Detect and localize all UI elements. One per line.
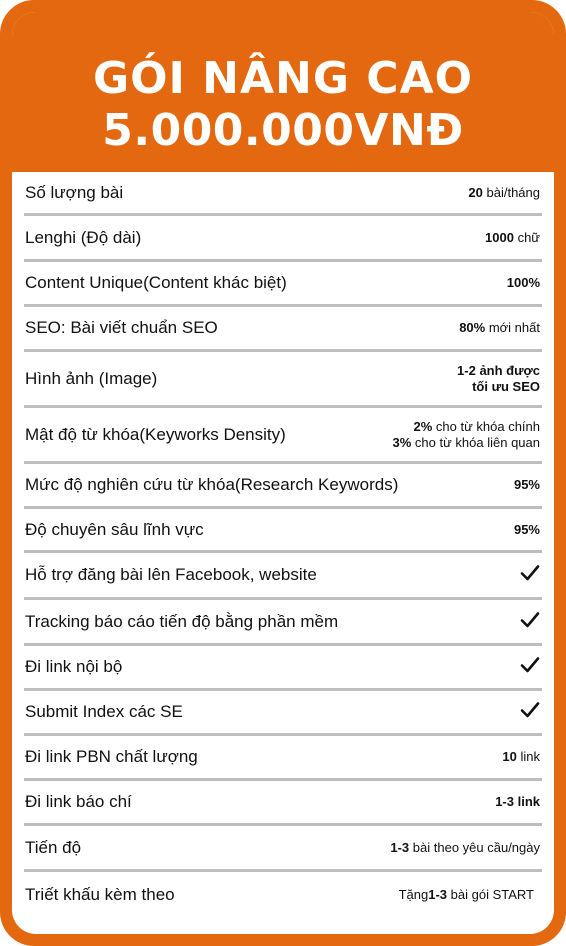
feature-label: SEO: Bài viết chuẩn SEO [25,318,218,337]
check-icon [520,564,540,582]
feature-label: Content Unique(Content khác biệt) [25,273,287,292]
feature-label: Triết khấu kèm theo [25,885,175,904]
feature-value: 1000 chữ [485,229,540,245]
feature-value: 20 bài/tháng [468,184,540,200]
feature-row-image [24,352,542,408]
feature-label: Tiến độ [25,837,82,857]
feature-row-submit-index [24,691,542,736]
feature-value: 2% cho từ khóa chính 3% cho từ khóa liên quan [392,418,540,450]
feature-list [12,172,554,918]
feature-row-depth [24,509,542,553]
feature-row-discount [24,872,542,918]
feature-value: 100% [506,275,540,290]
feature-value [520,656,540,678]
feature-label: Mật độ từ khóa(Keyworks Density) [25,424,286,444]
feature-label: Đi link PBN chất lượng [25,747,198,766]
feature-value: 1-3 link [495,794,540,809]
package-title: GÓI NÂNG CAO [92,53,474,104]
feature-row-facebook [24,553,542,600]
feature-row-article-count [24,172,542,216]
feature-value [520,611,540,633]
feature-label: Độ chuyên sâu lĩnh vực [25,519,204,539]
check-icon [520,701,540,719]
feature-label: Submit Index các SE [25,702,183,721]
pricing-header [12,12,554,172]
feature-label: Đi link báo chí [25,792,132,811]
check-icon [520,656,540,674]
feature-row-internal-link [24,646,542,691]
feature-label: Lenghi (Độ dài) [25,227,142,247]
feature-row-tracking [24,600,542,646]
feature-row-research [24,464,542,509]
feature-label: Số lượng bài [25,182,124,202]
feature-value: Tặng1-3 bài gói START [398,887,534,902]
feature-value [520,564,540,586]
feature-value [520,701,540,723]
feature-value: 95% [513,477,540,492]
feature-label: Đi link nội bộ [25,657,123,676]
feature-value: 1-3 bài theo yêu cầu/ngày [390,839,540,855]
feature-row-progress [24,826,542,872]
feature-label: Tracking báo cáo tiến độ bằng phần mềm [25,611,339,631]
feature-row-seo [24,307,542,352]
feature-value: 10 link [502,749,540,764]
feature-row-unique [24,262,542,307]
feature-row-length [24,216,542,262]
feature-label: Hỗ trợ đăng bài lên Facebook, website [25,565,317,584]
feature-value: 95% [513,521,540,537]
feature-label: Mức độ nghiên cứu từ khóa(Research Keywords) [25,475,399,494]
feature-row-pbn [24,736,542,781]
feature-value: 1-2 ảnh được tối ưu SEO [457,362,540,394]
feature-value: 80% mới nhất [459,320,540,335]
check-icon [520,611,540,629]
feature-row-density [24,408,542,464]
pricing-card-body [12,12,554,934]
feature-row-press [24,781,542,826]
feature-label: Hình ảnh (Image) [25,368,158,388]
package-price: 5.000.000VNĐ [102,105,464,156]
